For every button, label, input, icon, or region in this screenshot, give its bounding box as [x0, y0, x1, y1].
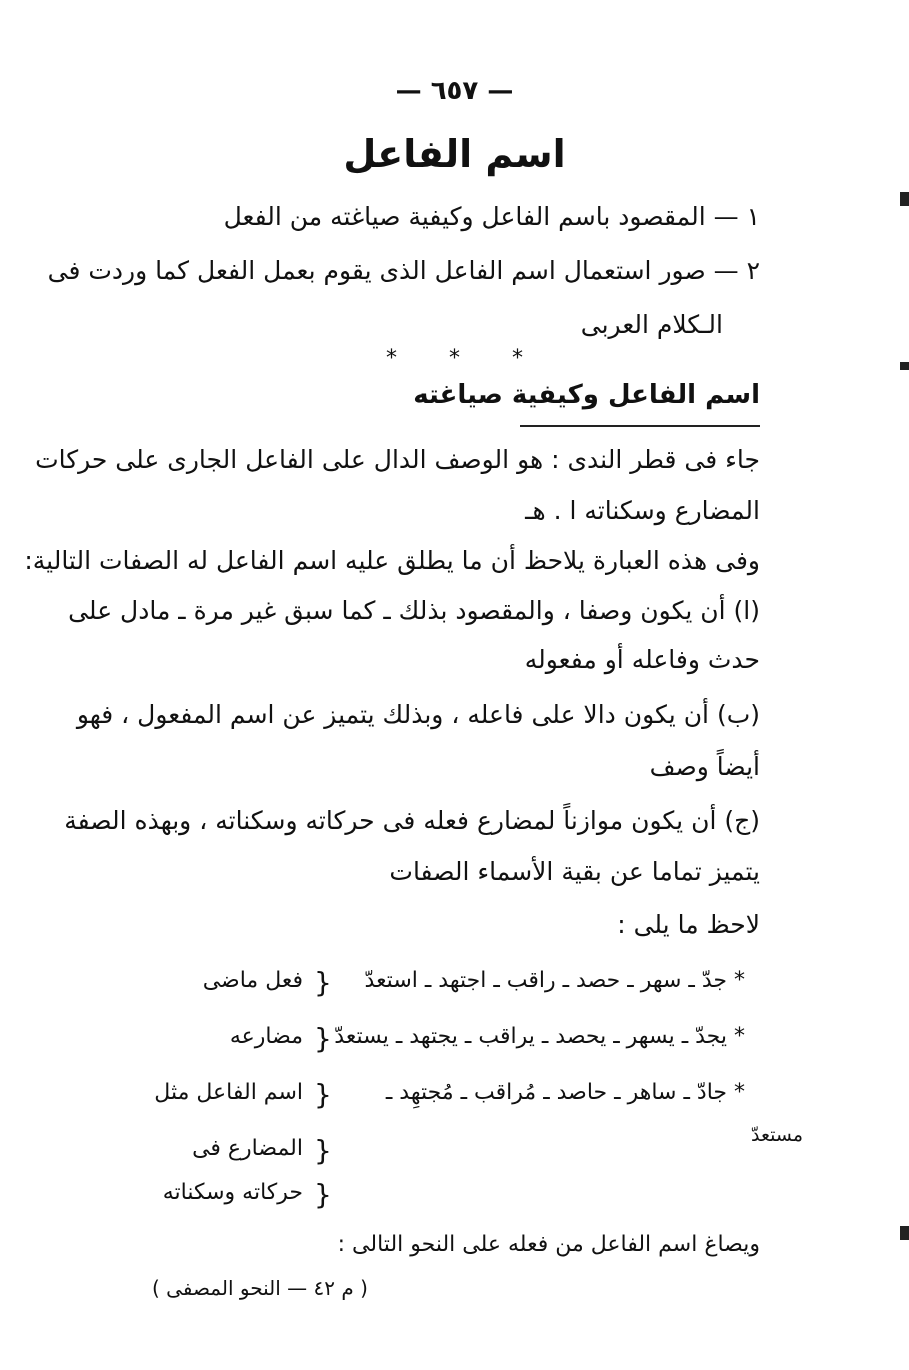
scan-edge-mark	[900, 362, 909, 370]
brace: }	[314, 1178, 332, 1211]
paragraph-line: يتميز تماما عن بقية الأسماء الصفات	[389, 857, 760, 886]
table-label-continuation: حركاته وسكناته	[162, 1180, 303, 1205]
separator-star: *	[449, 346, 460, 371]
heading-underline	[520, 425, 760, 427]
table-continuation-word: مستعدّ	[751, 1124, 803, 1146]
separator-star: *	[512, 346, 523, 371]
scan-edge-mark	[900, 1226, 909, 1240]
page-title: اسم الفاعل	[343, 132, 566, 176]
table-row-label: اسم الفاعل مثل	[154, 1080, 303, 1105]
brace: }	[314, 1022, 332, 1055]
outline-item-2: ٢ — صور استعمال اسم الفاعل الذى يقوم بعمل الفعل كما وردت فى	[47, 256, 760, 285]
paragraph-line: حدث وفاعله أو مفعوله	[524, 645, 760, 674]
paragraph-line: المضارع وسكناته ا . هـ	[525, 496, 760, 525]
paragraph-line: أيضاً وصف	[649, 752, 760, 781]
separator-star: *	[386, 346, 397, 371]
table-label-continuation: المضارع فى	[192, 1136, 303, 1161]
section-heading: اسم الفاعل وكيفية صياغته	[413, 380, 760, 410]
outline-item-1: ١ — المقصود باسم الفاعل وكيفية صياغته من الفعل	[223, 202, 760, 231]
scan-edge-mark	[900, 192, 909, 206]
table-row-label: فعل ماضى	[202, 968, 303, 993]
paragraph-line: (ا) أن يكون وصفا ، والمقصود بذلك ـ كما سبق غير مرة ـ مادل على	[68, 596, 760, 625]
table-row-words: * جدّ ـ سهر ـ حصد ـ راقب ـ اجتهد ـ استعدّ	[364, 968, 745, 993]
paragraph-line: (ب) أن يكون دالا على فاعله ، وبذلك يتميز عن اسم المفعول ، فهو	[76, 700, 760, 729]
paragraph-line: وفى هذه العبارة يلاحظ أن ما يطلق عليه اسم الفاعل له الصفات التالية:	[24, 546, 760, 575]
page-footer: ( م ٤٢ — النحو المصفى )	[152, 1276, 368, 1300]
brace: }	[314, 966, 332, 999]
brace: }	[314, 1078, 332, 1111]
page-number: — ٦٥٧ —	[395, 76, 514, 106]
section-separator	[0, 346, 909, 371]
table-row-label: مضارعه	[229, 1024, 303, 1049]
closing-line: ويصاغ اسم الفاعل من فعله على النحو التالى :	[337, 1232, 760, 1257]
paragraph-line: جاء فى قطر الندى : هو الوصف الدال على الفاعل الجارى على حركات	[35, 445, 760, 474]
table-row-words: * جادّ ـ ساهر ـ حاصد ـ مُراقب ـ مُجتهِد ـ	[385, 1080, 745, 1105]
outline-item-2-continuation: الـكلام العربى	[580, 310, 723, 339]
paragraph-line: (ج) أن يكون موازناً لمضارع فعله فى حركاته وسكناته ، وبهذه الصفة	[64, 806, 760, 835]
paragraph-line: لاحظ ما يلى :	[617, 910, 760, 939]
brace: }	[314, 1134, 332, 1167]
table-row-words: * يجدّ ـ يسهر ـ يحصد ـ يراقب ـ يجتهد ـ يستعدّ	[334, 1024, 745, 1049]
